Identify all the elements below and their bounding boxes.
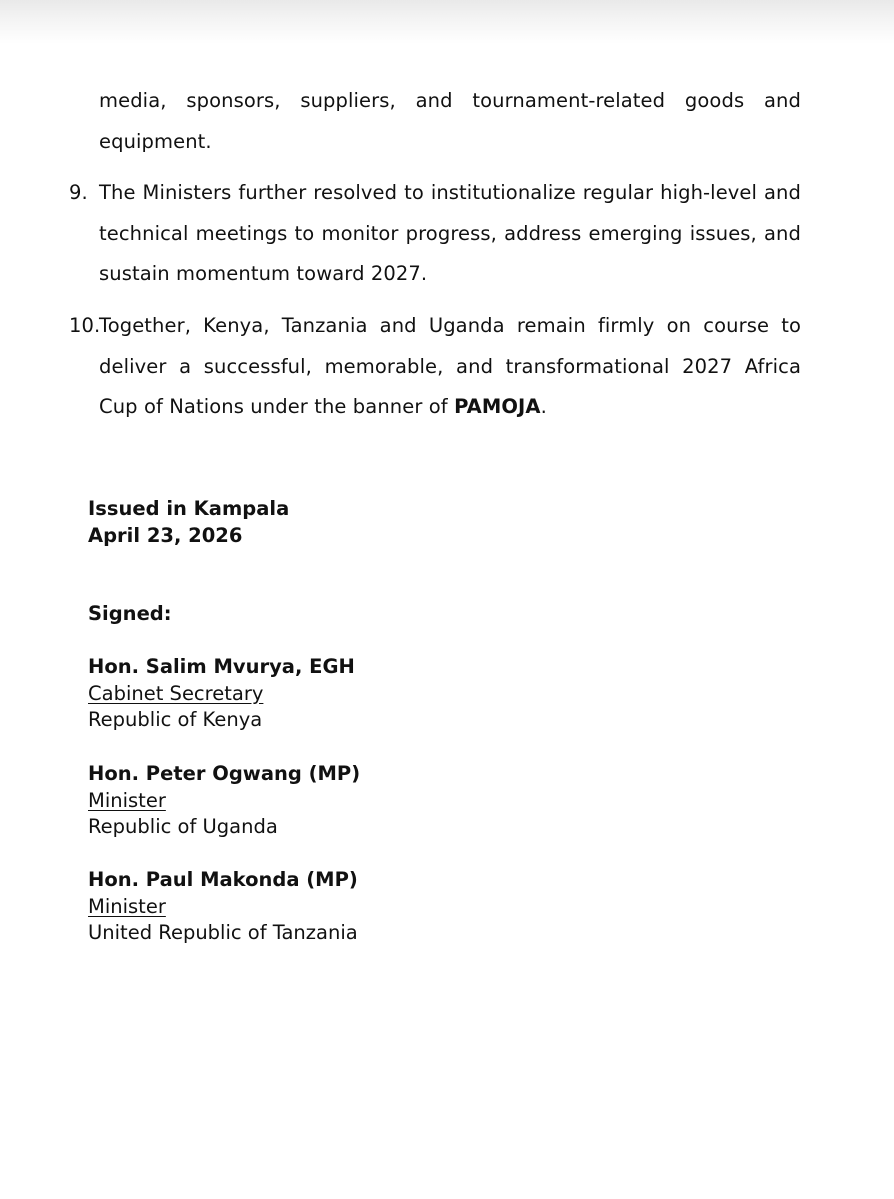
signatory-uganda bbox=[88, 761, 360, 841]
issued-block bbox=[88, 496, 289, 549]
issued-date: April 23, 2026 bbox=[88, 523, 243, 547]
page-top-shadow bbox=[0, 0, 894, 44]
signatory-country: Republic of Kenya bbox=[88, 708, 263, 731]
signatory-tanzania bbox=[88, 867, 358, 947]
signatory-country: United Republic of Tanzania bbox=[88, 921, 358, 944]
signed-label: Signed: bbox=[88, 602, 172, 625]
signatory-title: Minister bbox=[88, 894, 166, 918]
signatory-name: Hon. Salim Mvurya, EGH bbox=[88, 655, 355, 678]
paragraph-9-text: The Ministers further resolved to institutionalize regular high-level and technical meetings to monitor progress, address emerging issues, and sustain momentum toward 2027. bbox=[99, 181, 801, 285]
issued-place: Issued in Kampala bbox=[88, 497, 290, 520]
paragraph-10-text: Together, Kenya, Tanzania and Uganda remain firmly on course to deliver a successful, memorable, and transformational 2027 Africa Cup of Nations under the banner of bbox=[99, 314, 801, 418]
signatory-title: Minister bbox=[88, 788, 166, 812]
paragraph-10-number: 10. bbox=[69, 314, 101, 337]
signatory-name: Hon. Paul Makonda (MP) bbox=[88, 868, 358, 891]
signatory-country: Republic of Uganda bbox=[88, 815, 278, 838]
signatory-title: Cabinet Secretary bbox=[88, 681, 264, 705]
paragraph-9 bbox=[69, 173, 801, 295]
paragraph-10 bbox=[69, 306, 801, 428]
paragraph-9-number: 9. bbox=[69, 181, 88, 204]
signatory-kenya bbox=[88, 654, 355, 734]
paragraph-10-end: . bbox=[540, 395, 547, 418]
signatory-name: Hon. Peter Ogwang (MP) bbox=[88, 762, 361, 785]
paragraph-8-text: media, sponsors, suppliers, and tournament-related goods and equipment. bbox=[99, 89, 801, 153]
pamoja-emphasis: PAMOJA bbox=[454, 395, 541, 418]
signed-label-block bbox=[88, 601, 172, 628]
paragraph-8-continuation bbox=[99, 81, 801, 162]
